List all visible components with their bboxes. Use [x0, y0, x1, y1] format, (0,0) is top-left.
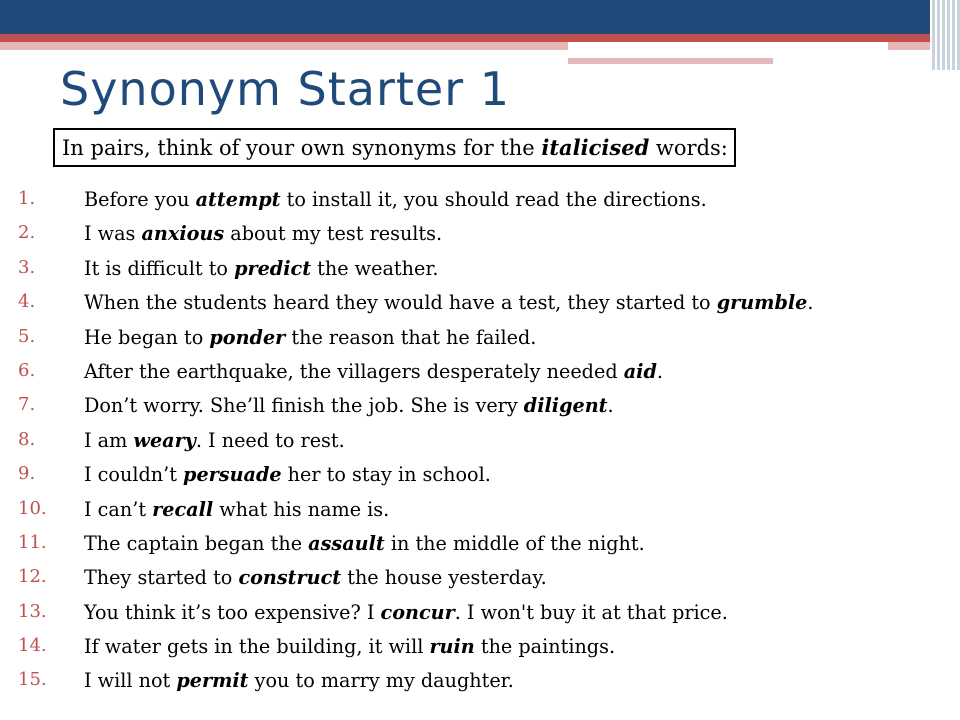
- header-band-white-strip: [568, 42, 888, 50]
- list-item-number: 12.: [18, 566, 47, 588]
- list-item-text: [84, 188, 707, 211]
- list-item-number: 9.: [18, 463, 36, 485]
- item-text-after: her to stay in school.: [281, 463, 491, 487]
- list-item-text: [84, 532, 645, 555]
- header-band-red: [0, 34, 960, 42]
- slide-title: Synonym Starter 1: [60, 62, 511, 116]
- item-text-before: I couldn’t: [84, 463, 184, 487]
- item-text-before: He began to: [84, 325, 210, 349]
- header-band-blue: [0, 0, 960, 34]
- item-text-after: you to marry my daughter.: [248, 669, 514, 693]
- item-keyword: permit: [176, 669, 249, 693]
- instruction-text-after: words:: [649, 136, 728, 160]
- list-item-text: [84, 601, 728, 624]
- item-text-after: .: [607, 394, 614, 418]
- list-item-text: [84, 222, 442, 245]
- item-text-before: I was: [84, 222, 142, 246]
- item-keyword: attempt: [195, 188, 281, 211]
- list-item-text: [84, 360, 663, 383]
- item-text-after: . I won't buy it at that price.: [454, 600, 728, 624]
- item-text-before: I can’t: [84, 497, 153, 521]
- item-keyword: weary: [133, 428, 196, 452]
- item-keyword: recall: [152, 497, 214, 521]
- list-item-text: [84, 291, 814, 314]
- instruction-text-before: In pairs, think of your own synonyms for the: [62, 136, 542, 160]
- item-keyword: persuade: [183, 463, 282, 487]
- item-keyword: anxious: [141, 222, 225, 246]
- item-text-before: You think it’s too expensive? I: [84, 600, 381, 624]
- item-text-after: in the middle of the night.: [384, 531, 645, 555]
- item-text-after: the weather.: [311, 256, 439, 280]
- item-text-before: I am: [84, 428, 134, 452]
- list-item-text: [84, 394, 614, 417]
- item-text-after: the reason that he failed.: [285, 325, 537, 349]
- header-vertical-lines: [930, 0, 960, 70]
- header-band-pink-strip: [568, 58, 773, 64]
- item-text-before: When the students heard they would have a test, they started to: [84, 291, 717, 315]
- list-item-number: 14.: [18, 635, 47, 657]
- list-item-number: 11.: [18, 531, 47, 553]
- list-item-number: 8.: [18, 428, 36, 450]
- item-text-after: the paintings.: [474, 635, 616, 659]
- item-text-before: It is difficult to: [84, 256, 235, 280]
- item-text-after: . I need to rest.: [195, 428, 345, 452]
- list-item-text: [84, 566, 547, 589]
- list-item-text: [84, 498, 389, 521]
- item-keyword: ponder: [209, 325, 286, 349]
- item-keyword: ruin: [429, 635, 475, 659]
- item-keyword: concur: [380, 600, 455, 624]
- list-item-number: 6.: [18, 359, 36, 381]
- list-item-number: 4.: [18, 291, 36, 313]
- item-text-after: to install it, you should read the directions.: [280, 188, 707, 211]
- item-keyword: predict: [234, 256, 312, 280]
- item-text-after: what his name is.: [213, 497, 390, 521]
- list-item-number: 3.: [18, 256, 36, 278]
- item-keyword: construct: [238, 566, 342, 590]
- item-keyword: grumble: [716, 291, 808, 315]
- instruction-box: [53, 128, 736, 167]
- instruction-emphasis: italicised: [541, 135, 650, 160]
- item-text-before: If water gets in the building, it will: [84, 635, 430, 659]
- item-text-before: The captain began the: [84, 531, 309, 555]
- item-text-after: .: [656, 359, 663, 383]
- item-keyword: diligent: [523, 394, 608, 418]
- list-item-number: 2.: [18, 222, 36, 244]
- item-text-before: Before you: [84, 188, 196, 211]
- list-item-text: [84, 635, 615, 658]
- list-item-number: 5.: [18, 325, 36, 347]
- list-item-text: [84, 429, 345, 452]
- item-text-after: about my test results.: [224, 222, 443, 246]
- item-text-after: the house yesterday.: [341, 566, 547, 590]
- item-keyword: aid: [623, 359, 657, 383]
- list-item-number: 10.: [18, 497, 47, 519]
- list-item-text: [84, 463, 491, 486]
- list-item-number: 7.: [18, 394, 36, 416]
- item-text-before: Don’t worry. She’ll finish the job. She is very: [84, 394, 524, 418]
- list-item-text: [84, 669, 514, 692]
- item-text-before: After the earthquake, the villagers desperately needed: [84, 359, 624, 383]
- list-item-text: [84, 257, 439, 280]
- list-item-number: 15.: [18, 669, 47, 691]
- item-keyword: assault: [308, 531, 385, 555]
- item-text-before: I will not: [84, 669, 177, 693]
- list-item-text: [84, 326, 536, 349]
- list-item-number: 13.: [18, 600, 47, 622]
- list-item-number: 1.: [18, 188, 36, 209]
- item-text-before: They started to: [84, 566, 239, 590]
- item-text-after: .: [807, 291, 814, 315]
